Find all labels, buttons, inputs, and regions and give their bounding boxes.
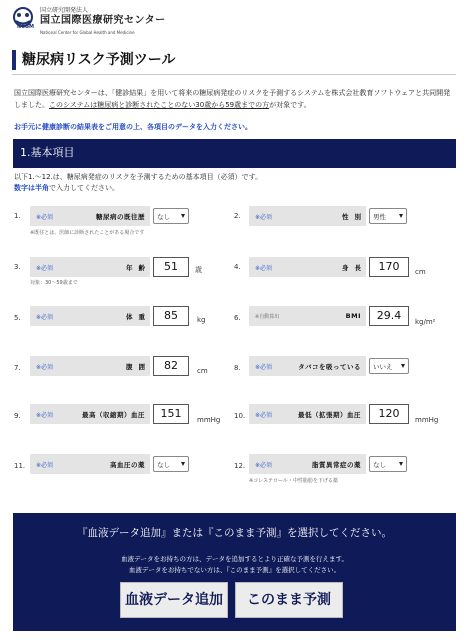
diastolic-input[interactable]: 120 — [369, 404, 409, 424]
panel-title: 『血液データ追加』または『このまま予測』を選択してください。 — [77, 527, 392, 539]
required-tag: ※必須 — [36, 265, 54, 272]
field-name: 性別 — [342, 213, 367, 221]
required-tag: ※必須 — [36, 462, 54, 469]
field-number: 2. — [234, 212, 241, 220]
field-label-hypertension-med — [30, 454, 150, 474]
field-hint: 対象：30～59歳まで — [30, 280, 78, 286]
field-name: 体重 — [126, 313, 151, 321]
field-name: タバコを吸っている — [298, 363, 361, 371]
unit-label: cm — [197, 367, 208, 375]
panel-line-2: 血液データをお持ちでない方は、『このまま予測』を選択してください。 — [128, 566, 341, 574]
diabetes-history-select[interactable] — [153, 208, 189, 224]
unit-label: cm — [415, 268, 426, 276]
required-tag: ※必須 — [255, 364, 273, 371]
field-label-lipid-med — [249, 454, 366, 474]
sex-select[interactable] — [369, 208, 407, 224]
org-name: 国立国際医療研究センター — [40, 15, 166, 26]
field-number: 3. — [14, 263, 21, 271]
unit-label: mmHg — [197, 416, 221, 424]
field-number: 12. — [234, 462, 246, 470]
predict-now-button[interactable]: このまま予測 — [235, 582, 343, 618]
section-header — [13, 139, 456, 168]
bmi-output: 29.4 — [369, 306, 409, 326]
hypertension-med-select[interactable] — [153, 456, 189, 472]
required-tag: ※必須 — [36, 364, 54, 371]
field-label-diastolic — [249, 404, 366, 424]
section-description — [14, 172, 454, 194]
field-label-sex — [249, 206, 366, 226]
intro-text — [14, 87, 454, 111]
required-tag: ※必須 — [255, 462, 273, 469]
field-label-systolic — [30, 404, 150, 424]
field-label-weight — [30, 306, 150, 326]
chevron-down-icon — [181, 214, 185, 218]
required-tag: ※必須 — [36, 314, 54, 321]
unit-label: kg/m² — [415, 318, 436, 326]
auto-calc-tag: ※自動算出 — [255, 314, 280, 320]
field-number: 10. — [234, 412, 246, 420]
height-input[interactable]: 170 — [369, 257, 409, 277]
title-accent — [12, 50, 16, 70]
org-english-name: National Center for Global Health and Medicine — [40, 30, 135, 35]
add-blood-data-button[interactable]: 血液データ追加 — [120, 582, 228, 618]
smoking-select[interactable] — [369, 358, 409, 374]
field-name: 腹囲 — [126, 363, 151, 371]
field-name: 年齢 — [126, 264, 151, 272]
field-number: 8. — [234, 364, 241, 372]
chevron-down-icon — [181, 462, 185, 466]
field-hint: ※コレステロール・中性脂肪を下げる薬 — [249, 478, 338, 484]
field-number: 4. — [234, 263, 241, 271]
intro-target: このシステムは糖尿病と診断されたことのない30歳から59歳までの方 — [49, 101, 270, 109]
chevron-down-icon — [401, 364, 405, 368]
systolic-input[interactable]: 151 — [153, 404, 189, 424]
age-input[interactable]: 51 — [153, 257, 189, 277]
lipid-med-select[interactable] — [369, 456, 407, 472]
required-tag: ※必須 — [255, 214, 273, 221]
select-value: なし — [157, 213, 170, 221]
page-title: 糖尿病リスク予測ツール — [22, 52, 176, 68]
field-name: 最高（収縮期）血圧 — [82, 411, 145, 419]
select-value: なし — [373, 461, 386, 469]
field-name: 脂質異常症の薬 — [312, 461, 361, 469]
select-value: なし — [157, 461, 170, 469]
unit-label: 歳 — [195, 266, 202, 274]
field-label-bmi — [249, 306, 366, 326]
chevron-down-icon — [399, 214, 403, 218]
select-value: 男性 — [373, 213, 386, 221]
required-tag: ※必須 — [36, 214, 54, 221]
field-hint: ※既往とは、医師に診断されたことがある場合です — [30, 230, 145, 236]
field-label-diabetes-history — [30, 206, 150, 226]
field-number: 11. — [14, 462, 26, 470]
unit-label: mmHg — [415, 416, 439, 424]
section-title: 1.基本項目 — [20, 146, 75, 159]
field-name: 糖尿病の既往歴 — [96, 213, 145, 221]
divider — [12, 74, 456, 75]
unit-label: kg — [197, 316, 206, 324]
panel-text — [13, 554, 456, 576]
weight-input[interactable]: 85 — [153, 306, 189, 326]
waist-input[interactable]: 82 — [153, 356, 189, 376]
field-name: 最低（拡張期）血圧 — [298, 411, 361, 419]
panel-line-1: 血液データをお持ちの方は、データを追加するとより正確な予測を行えます。 — [121, 555, 348, 563]
required-tag: ※必須 — [255, 412, 273, 419]
section-desc-1: 以下1.～12.は、糖尿病発症のリスクを予測するための基本項目（必須）です。 — [14, 173, 263, 181]
field-number: 6. — [234, 314, 241, 322]
field-name: 高血圧の薬 — [110, 461, 145, 469]
chevron-down-icon — [399, 462, 403, 466]
section-desc-2: で入力してください。 — [49, 184, 119, 192]
logo-abbr: NCGM — [17, 24, 34, 30]
field-label-smoking — [249, 356, 366, 376]
field-number: 5. — [14, 314, 21, 322]
field-label-height — [249, 257, 366, 277]
intro-text-1: 国立国際医療研究センターは、「健診結果」を用いて将来の糖尿病発症のリスクを予測するシステムを株式会社教育ソフトウェアと共同開発しました。 — [14, 89, 451, 109]
field-name: 身長 — [342, 264, 367, 272]
section-desc-bold: 数字は半角 — [14, 184, 49, 192]
required-tag: ※必須 — [36, 412, 54, 419]
field-number: 7. — [14, 364, 21, 372]
field-number: 1. — [14, 212, 21, 220]
org-subtitle: 国立研究開発法人 — [40, 7, 89, 14]
intro-text-2: が対象です。 — [269, 101, 311, 109]
required-tag: ※必須 — [255, 265, 273, 272]
field-label-waist — [30, 356, 150, 376]
select-value: いいえ — [373, 363, 393, 371]
field-label-age — [30, 257, 150, 277]
field-number: 9. — [14, 412, 21, 420]
notice-text: お手元に健康診断の結果表をご用意の上、各項目のデータを入力ください。 — [14, 123, 252, 131]
field-name: BMI — [345, 312, 361, 320]
